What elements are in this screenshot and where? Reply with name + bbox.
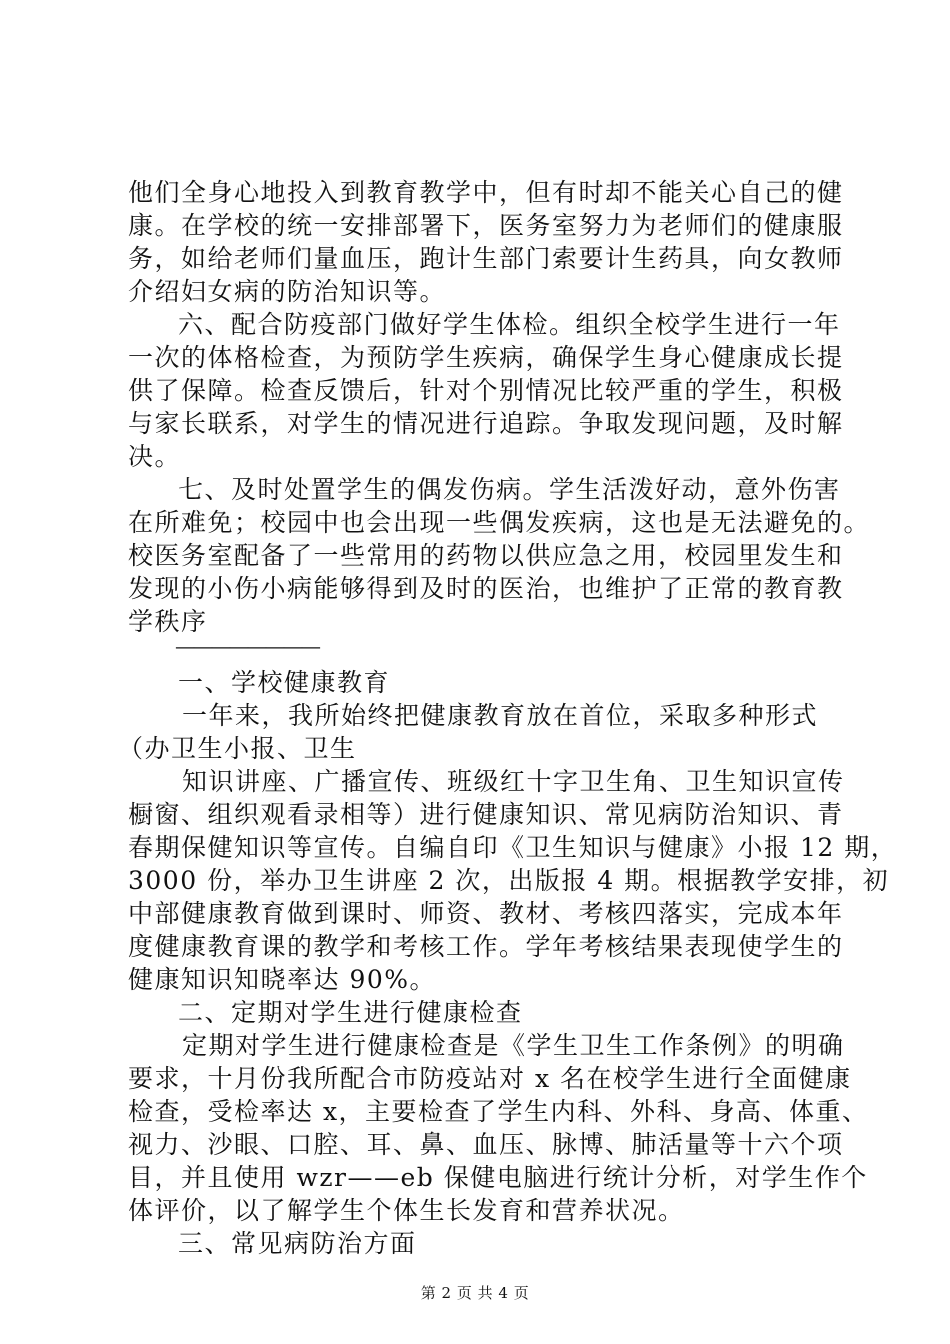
text-line: 3000 份，举办卫生讲座 2 次，出版报 4 期。根据教学安排，初 [128, 866, 890, 895]
text-line: 校医务室配备了一些常用的药物以供应急之用，校园里发生和 [128, 541, 844, 570]
text-line: 目，并且使用 wzr——eb 保健电脑进行统计分析，对学生作个 [128, 1163, 868, 1192]
text-line: 体评价，以了解学生个体生长发育和营养状况。 [128, 1196, 685, 1225]
text-line: 视力、沙眼、口腔、耳、鼻、血压、脉博、肺活量等十六个项 [128, 1130, 844, 1159]
text-line: 在所难免；校园中也会出现一些偶发疾病，这也是无法避免的。 [128, 508, 871, 537]
text-line: 中部健康教育做到课时、师资、教材、考核四落实，完成本年 [128, 899, 844, 928]
text-line: 学秩序 [128, 607, 208, 636]
separator-line: ———————— [175, 634, 319, 658]
text-line: 康。在学校的统一安排部署下，医务室努力为老师们的健康服 [128, 211, 844, 240]
text-line: 供了保障。检查反馈后，针对个别情况比较严重的学生，积极 [128, 376, 844, 405]
section-heading: 三、常见病防治方面 [178, 1229, 417, 1258]
text-line: 务，如给老师们量血压，跑计生部门索要计生药具，向女教师 [128, 244, 844, 273]
text-line: 一年来，我所始终把健康教育放在首位，采取多种形式 [182, 701, 819, 730]
section-heading: 二、定期对学生进行健康检查 [178, 998, 523, 1027]
text-line: （办卫生小报、卫生 [118, 734, 357, 763]
text-line: 健康知识知晓率达 90%。 [128, 965, 437, 994]
paragraph-heading: 六、配合防疫部门做好学生体检。组织全校学生进行一年 [178, 310, 841, 339]
text-line: 春期保健知识等宣传。自编自印《卫生知识与健康》小报 12 期， [128, 833, 898, 862]
text-line: 一次的体格检查，为预防学生疾病，确保学生身心健康成长提 [128, 343, 844, 372]
text-line: 决。 [128, 442, 182, 471]
paragraph-heading: 七、及时处置学生的偶发伤病。学生活泼好动，意外伤害 [178, 475, 841, 504]
text-line: 要求，十月份我所配合市防疫站对 x 名在校学生进行全面健康 [128, 1064, 852, 1093]
text-line: 发现的小伤小病能够得到及时的医治，也维护了正常的教育教 [128, 574, 844, 603]
text-line: 知识讲座、广播宣传、班级红十字卫生角、卫生知识宣传 [182, 767, 845, 796]
text-line: 定期对学生进行健康检查是《学生卫生工作条例》的明确 [182, 1031, 845, 1060]
section-heading: 一、学校健康教育 [178, 668, 391, 697]
text-line: 橱窗、组织观看录相等）进行健康知识、常见病防治知识、青 [128, 800, 844, 829]
page-number: 第 2 页 共 4 页 [420, 1284, 530, 1302]
text-line: 介绍妇女病的防治知识等。 [128, 277, 447, 306]
text-line: 与家长联系，对学生的情况进行追踪。争取发现问题，及时解 [128, 409, 844, 438]
text-line: 度健康教育课的教学和考核工作。学年考核结果表现使学生的 [128, 932, 844, 961]
text-line: 他们全身心地投入到教育教学中，但有时却不能关心自己的健 [128, 178, 844, 207]
text-line: 检查，受检率达 x，主要检查了学生内科、外科、身高、体重、 [128, 1097, 869, 1126]
